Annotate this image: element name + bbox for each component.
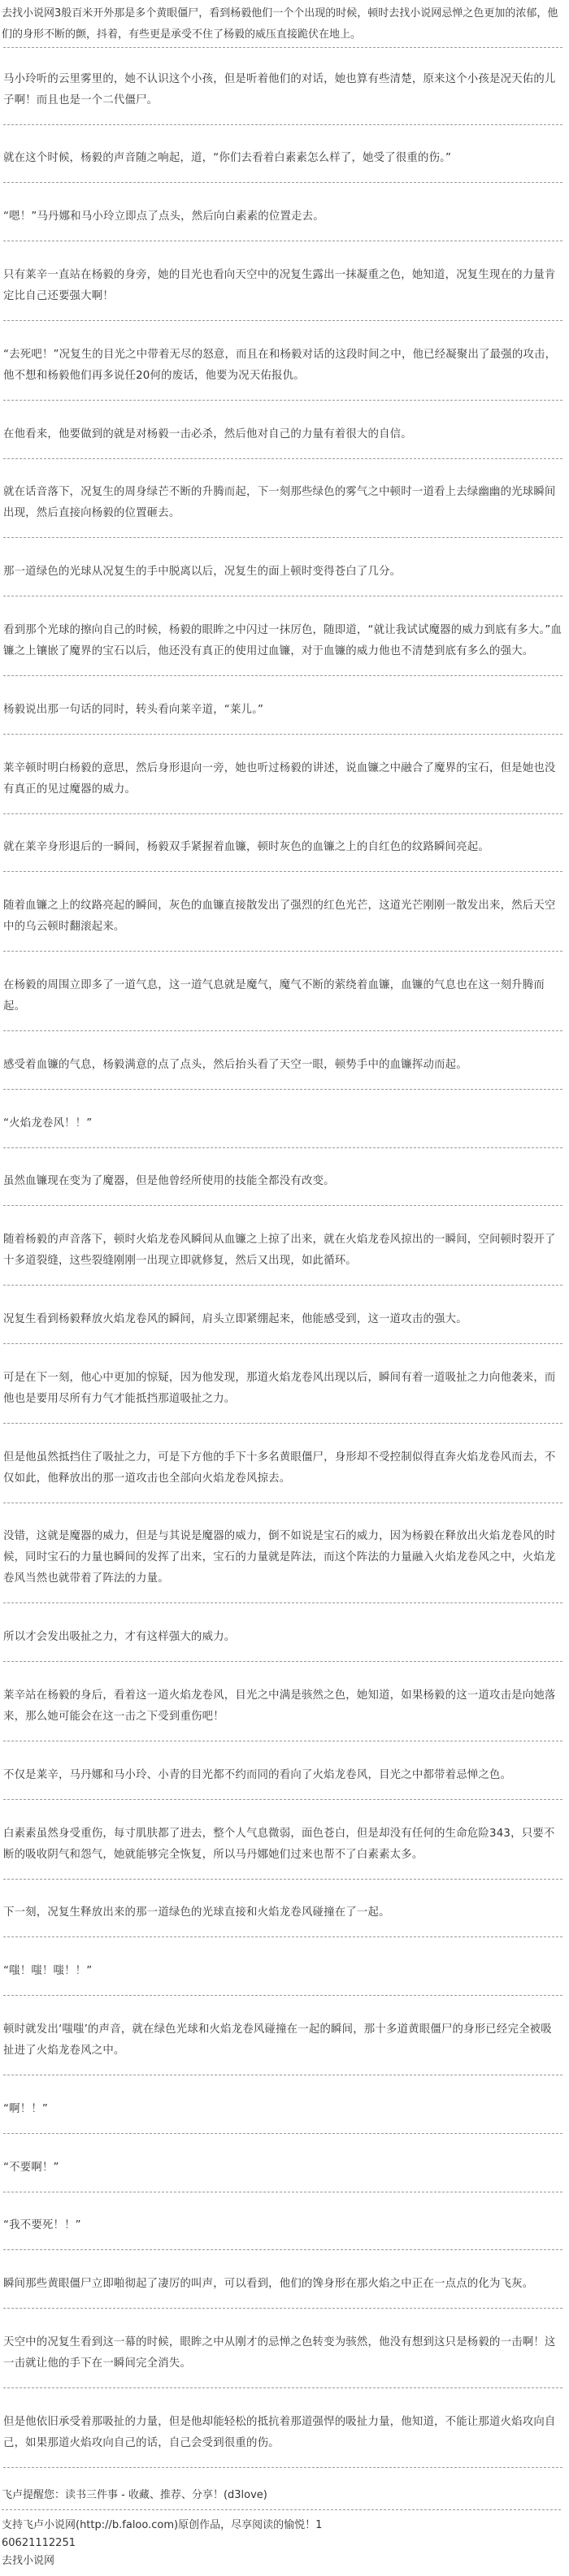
paragraph: 就在这个时候，杨毅的声音随之响起，道，“你们去看着白素素怎么样了，她受了很重的伤。”	[3, 152, 452, 165]
divider	[3, 2249, 562, 2250]
paragraph: 随着杨毅的声音落下，顿时火焰龙卷风瞬间从血镰之上掠了出来，就在火焰龙卷风掠出的一瞬间，空间顿时裂开了十多道裂缝，这些裂缝刚刚一出现立即就修复，然后又出现，如此循环。	[3, 1234, 556, 1268]
footer-id: 60621112251	[2, 2537, 76, 2549]
footer-site-name: 去找小说网	[2, 2555, 55, 2567]
divider	[3, 124, 562, 125]
paragraph: 虽然血镰现在变为了魔器，但是他曾经所使用的技能全都没有改变。	[3, 1175, 335, 1188]
divider	[3, 1936, 562, 1937]
paragraph: 莱辛站在杨毅的身后，看着这一道火焰龙卷风，目光之中满是骇然之色，她知道，如果杨毅的这一道攻击是向她落来，那么她可能会在这一击之下受到重伤吧！	[3, 1689, 556, 1723]
divider	[3, 1205, 562, 1206]
divider	[3, 1602, 562, 1603]
divider	[3, 1661, 562, 1662]
paragraph: “啊！！”	[3, 2102, 49, 2115]
paragraph: 天空中的况复生看到这一幕的时候，眼眸之中从刚才的忌惮之色转变为骇然，他没有想到这只是杨毅的一击啊！这一击就让他的手下在一瞬间完全消失。	[3, 2336, 556, 2370]
paragraph: 况复生看到杨毅释放火焰龙卷风的瞬间，肩头立即紧绷起来，他能感受到，这一道攻击的强大。	[3, 1313, 467, 1325]
opening-text: 3般百米开外那是多个黄眼僵尸，看到杨毅他们一个个出现的时候，顿时	[54, 7, 389, 20]
paragraph: “我不要死！！”	[3, 2219, 81, 2232]
paragraph: 瞬间那些黄眼僵尸立即啪彻起了凄厉的叫声，可以看到，他们的馋身形在那火焰之中正在一点点的化为飞灰。	[3, 2278, 534, 2291]
paragraph: 就在莱辛身形退后的一瞬间，杨毅双手紧握着血镰，顿时灰色的血镰之上的自红色的纹路瞬间亮起。	[3, 841, 489, 854]
divider	[3, 1285, 562, 1286]
paragraph: 那一道绿色的光球从况复生的手中脱离以后，况复生的面上顿时变得苍白了几分。	[3, 566, 402, 579]
paragraph: 没错，这就是魔器的威力，但是与其说是魔器的威力，倒不如说是宝石的威力，因为杨毅在释放出火焰龙卷风的时候，同时宝石的力量也瞬间的发挥了出来，宝石的力量就是阵法，而这个阵法的力量融入火焰龙卷风之中，火焰龙卷风当然也就带着了阵法的力量。	[3, 1530, 556, 1585]
paragraph: 不仅是莱辛，马丹娜和马小玲、小青的目光都不约而同的看向了火焰龙卷风，目光之中都带着忌惮之色。	[3, 1768, 512, 1781]
paragraph: “不要啊！”	[3, 2161, 59, 2174]
divider	[3, 1995, 562, 1996]
paragraph: 感受着血镰的气息，杨毅满意的点了点头，然后抬头看了天空一眼，顿势手中的血镰挥动而起。	[3, 1058, 467, 1071]
paragraph: 在他看来，他要做到的就是对杨毅一击必杀，然后他对自己的力量有着很大的自信。	[3, 427, 412, 440]
paragraph: 看到那个光球的擦向自己的时候，杨毅的眼眸之中闪过一抹厉色，随即道，“就让我试试魔器的威力到底有多大。”血镰之上镶嵌了魔界的宝石以后，他还没有真正的使用过血镰，对于血镰的威力他也不清楚到底有多么的强大。	[3, 624, 562, 657]
divider	[3, 2387, 562, 2388]
site-name-watermark: 去找小说网	[2, 7, 55, 20]
footer-support: 支持飞卢小说网(http://b.faloo.com)原创作品，尽享阅读的愉悦！1	[2, 2519, 323, 2531]
paragraph: 下一刻，况复生释放出来的那一道绿色的光球直接和火焰龙卷风碰撞在了一起。	[3, 1906, 390, 1919]
paragraph: 白素素虽然身受重伤，每寸肌肤都了进去，整个人气息微弱，面色苍白，但是却没有任何的生命危险343，只要不断的吸收阴气和怨气，她就能够完全恢复，所以马丹娜她们过来也帮不了白素素太多。	[3, 1827, 555, 1861]
paragraph: 在杨毅的周围立即多了一道气息，这一道气息就是魔气，魔气不断的萦绕着血镰，血镰的气息也在这一刻升腾而起。	[3, 979, 545, 1013]
paragraph: 杨毅说出那一句话的同时，转头看向莱辛道，“莱儿。”	[3, 703, 264, 716]
paragraph: “嗤！嗤！嗤！！”	[3, 1965, 93, 1978]
paragraph: 但是他虽然抵挡住了吸扯之力，可是下方他的手下十多名黄眼僵尸，身形却不受控制似得直奔火焰龙卷风而去，不仅如此，他释放出的那一道攻击也全部向火焰龙卷风掠去。	[3, 1451, 556, 1485]
divider	[3, 734, 562, 735]
divider	[3, 675, 562, 676]
divider	[3, 47, 562, 48]
paragraph: 只有莱辛一直站在杨毅的身旁，她的目光也看向天空中的况复生露出一抹凝重之色，她知道，况复生现在的力量肯定比自己还要强大啊！	[3, 269, 556, 302]
divider	[3, 1879, 562, 1880]
divider	[3, 1147, 562, 1148]
divider	[3, 2467, 562, 2468]
divider	[3, 2308, 562, 2309]
divider	[3, 400, 562, 401]
divider	[3, 813, 562, 814]
divider	[3, 871, 562, 872]
site-name-watermark-2: 去找小说网	[389, 7, 442, 20]
paragraph: 但是他依旧承受着那吸扯的力量，但是他却能轻松的抵抗着那道强悍的吸扯力量，他知道，不能让那道火焰攻向自己，如果那道火焰攻向自己的话，自己会受到很重的伤。	[3, 2415, 556, 2449]
paragraph: 随着血镰之上的纹路亮起的瞬间，灰色的血镰直接散发出了强烈的红色光芒，这道光芒刚刚一散发出来，然后天空中的乌云顿时翻滚起来。	[3, 900, 556, 934]
paragraph: “去死吧！”况复生的目光之中带着无尽的怒意，而且在和杨毅对话的这段时间之中，他已经凝聚出了最强的攻击，他不想和杨毅他们再多说任20何的废话，他要为况天佑报仇。	[3, 348, 557, 382]
paragraph: 马小玲听的云里雾里的，她不认识这个小孩，但是听着他们的对话，她也算有些清楚，原来这个小孩是况天佑的儿子啊！而且也是一个二代僵尸。	[3, 72, 556, 106]
paragraph: 所以才会发出吸扯之力，才有这样强大的威力。	[3, 1631, 236, 1644]
footer-notice: 飞卢提醒您：读书三件事 - 收藏、推荐、分享！(d3love)	[2, 2489, 267, 2501]
divider	[3, 951, 562, 952]
divider	[3, 1089, 562, 1090]
paragraph: 顿时就发出‘嗤嗤’的声音，就在绿色光球和火焰龙卷风碰撞在一起的瞬间，那十多道黄眼僵尸的身形已经完全被吸扯进了火焰龙卷风之中。	[3, 2023, 552, 2057]
paragraph: “火焰龙卷风！！”	[3, 1117, 93, 1130]
opening-text-cont: 忌惮之色更加的浓郁，他们的身形不断的颤，抖着，有些更是承受不住了杨毅的威压直接跪伏在地上。	[2, 7, 558, 41]
divider	[3, 2133, 562, 2134]
paragraph: “嗯！”马丹娜和马小玲立即点了点头，然后向白素素的位置走去。	[3, 210, 324, 223]
paragraph: 可是在下一刻，他心中更加的惊疑，因为他发现，那道火焰龙卷风出现以后，瞬间有着一道吸扯之力向他袭来，而他也是要用尽所有力气才能抵挡那道吸扯之力。	[3, 1371, 556, 1405]
divider	[3, 1343, 562, 1344]
footer	[2, 2487, 562, 2570]
divider	[3, 320, 562, 321]
footer-divider	[2, 2509, 561, 2510]
chapter-opening	[2, 3, 562, 46]
paragraph: 莱辛顿时明白杨毅的意思，然后身形退向一旁，她也听过杨毅的讲述，说血镰之中融合了魔界的宝石，但是她也没有真正的见过魔器的威力。	[3, 761, 556, 796]
divider	[3, 458, 562, 459]
divider	[3, 1423, 562, 1424]
divider	[3, 1030, 562, 1031]
paragraph: 就在话音落下，况复生的周身绿芒不断的升腾而起，下一刻那些绿色的雾气之中顿时一道看上去绿幽幽的光球瞬间出现，然后直接向杨毅的位置砸去。	[3, 486, 556, 520]
divider	[3, 1799, 562, 1800]
divider	[3, 537, 562, 538]
divider	[3, 182, 562, 183]
